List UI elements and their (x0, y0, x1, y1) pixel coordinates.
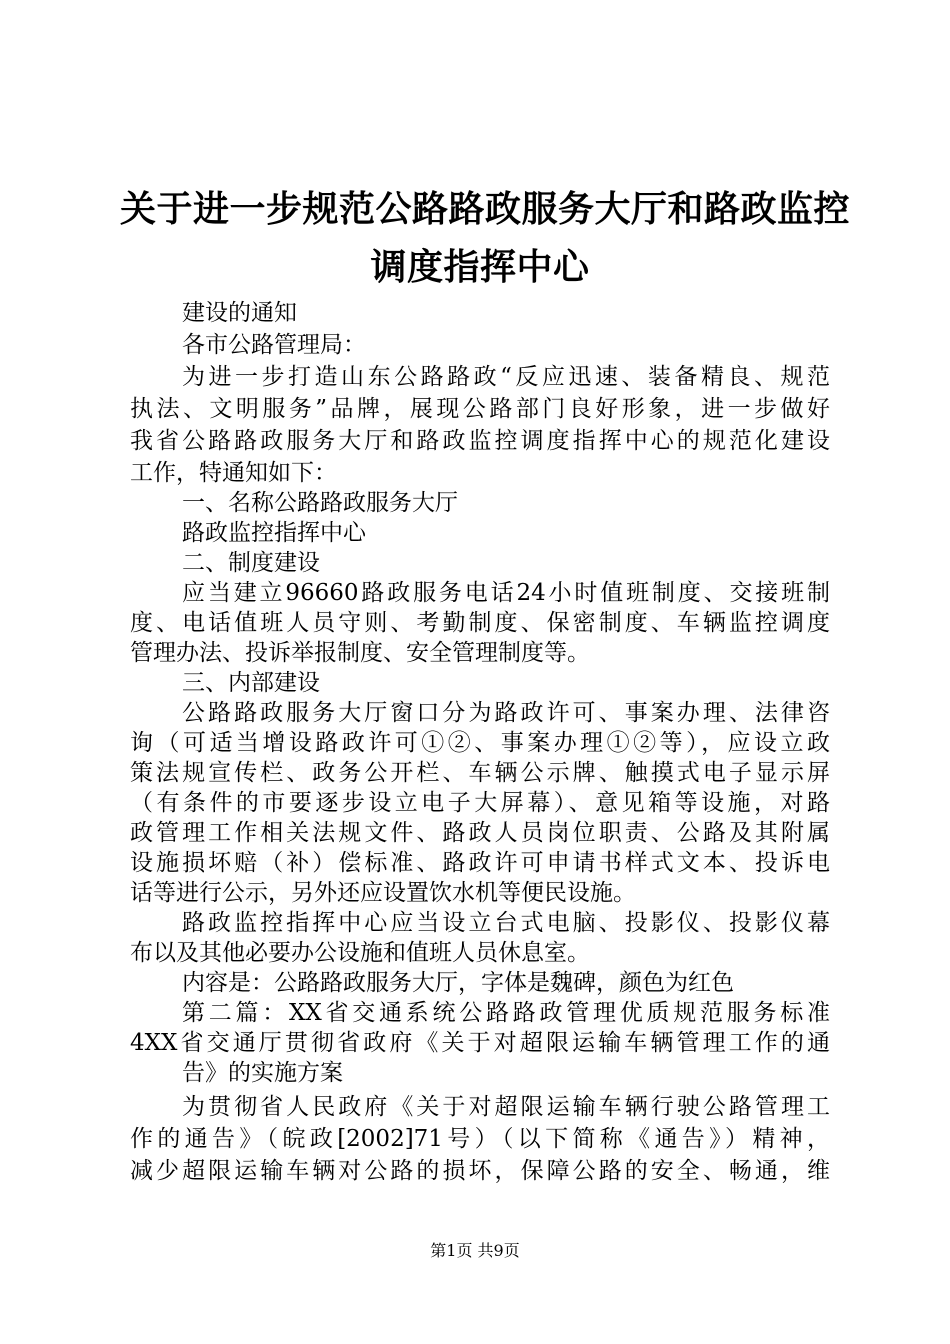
document-title-line-2: 调度指挥中心 (370, 247, 590, 288)
body-line: 执法、文明服务”品牌，展现公路部门良好形象，进一步做好 (130, 396, 830, 422)
body-line: 策法规宣传栏、政务公开栏、车辆公示牌、触摸式电子显示屏 (130, 760, 830, 786)
body-line: 内容是：公路路政服务大厅，字体是魏碑，颜色为红色 (182, 970, 734, 996)
body-line: 询（可适当增设路政许可①②、事案办理①②等），应设立政 (130, 730, 830, 756)
body-line: 4XX省交通厅贯彻省政府《关于对超限运输车辆管理工作的通 (130, 1030, 830, 1056)
body-line: 建设的通知 (182, 300, 297, 326)
body-line: 路政监控指挥中心 (182, 520, 366, 546)
document-title-line-1: 关于进一步规范公路路政服务大厅和路政监控 (120, 189, 851, 230)
body-line: 设施损坏赔（补）偿标准、路政许可申请书样式文本、投诉电 (130, 850, 830, 876)
body-line: 第二篇：XX省交通系统公路路政管理优质规范服务标准 (182, 1000, 830, 1026)
body-line: 三、内部建设 (182, 670, 320, 696)
body-line: 工作，特通知如下： (130, 460, 337, 486)
body-line: 减少超限运输车辆对公路的损坏，保障公路的安全、畅通，维 (130, 1158, 830, 1184)
body-line: 为进一步打造山东公路路政“反应迅速、装备精良、规范 (182, 364, 830, 390)
body-line: 作的通告》（皖政[2002]71号）（以下简称《通告》）精神， (130, 1126, 830, 1152)
body-line: 管理办法、投诉举报制度、安全管理制度等。 (130, 640, 590, 666)
body-line: 话等进行公示，另外还应设置饮水机等便民设施。 (130, 880, 636, 906)
body-line: 各市公路管理局： (182, 332, 366, 358)
body-line: 度、电话值班人员守则、考勤制度、保密制度、车辆监控调度 (130, 610, 830, 636)
body-line: 一、名称公路路政服务大厅 (182, 490, 458, 516)
body-line: 公路路政服务大厅窗口分为路政许可、事案办理、法律咨 (182, 700, 830, 726)
body-line: 布以及其他必要办公设施和值班人员休息室。 (130, 940, 590, 966)
body-line: 我省公路路政服务大厅和路政监控调度指挥中心的规范化建设 (130, 428, 830, 454)
body-line: 为贯彻省人民政府《关于对超限运输车辆行驶公路管理工 (182, 1094, 830, 1120)
page-number-footer: 第1页 共9页 (430, 1241, 520, 1260)
body-line: 应当建立96660路政服务电话24小时值班制度、交接班制 (182, 580, 830, 606)
body-line: 政管理工作相关法规文件、路政人员岗位职责、公路及其附属 (130, 820, 830, 846)
body-line: 告》的实施方案 (182, 1060, 343, 1086)
body-line: 二、制度建设 (182, 550, 320, 576)
body-line: （有条件的市要逐步设立电子大屏幕）、意见箱等设施，对路 (130, 790, 830, 816)
body-line: 路政监控指挥中心应当设立台式电脑、投影仪、投影仪幕 (182, 910, 830, 936)
